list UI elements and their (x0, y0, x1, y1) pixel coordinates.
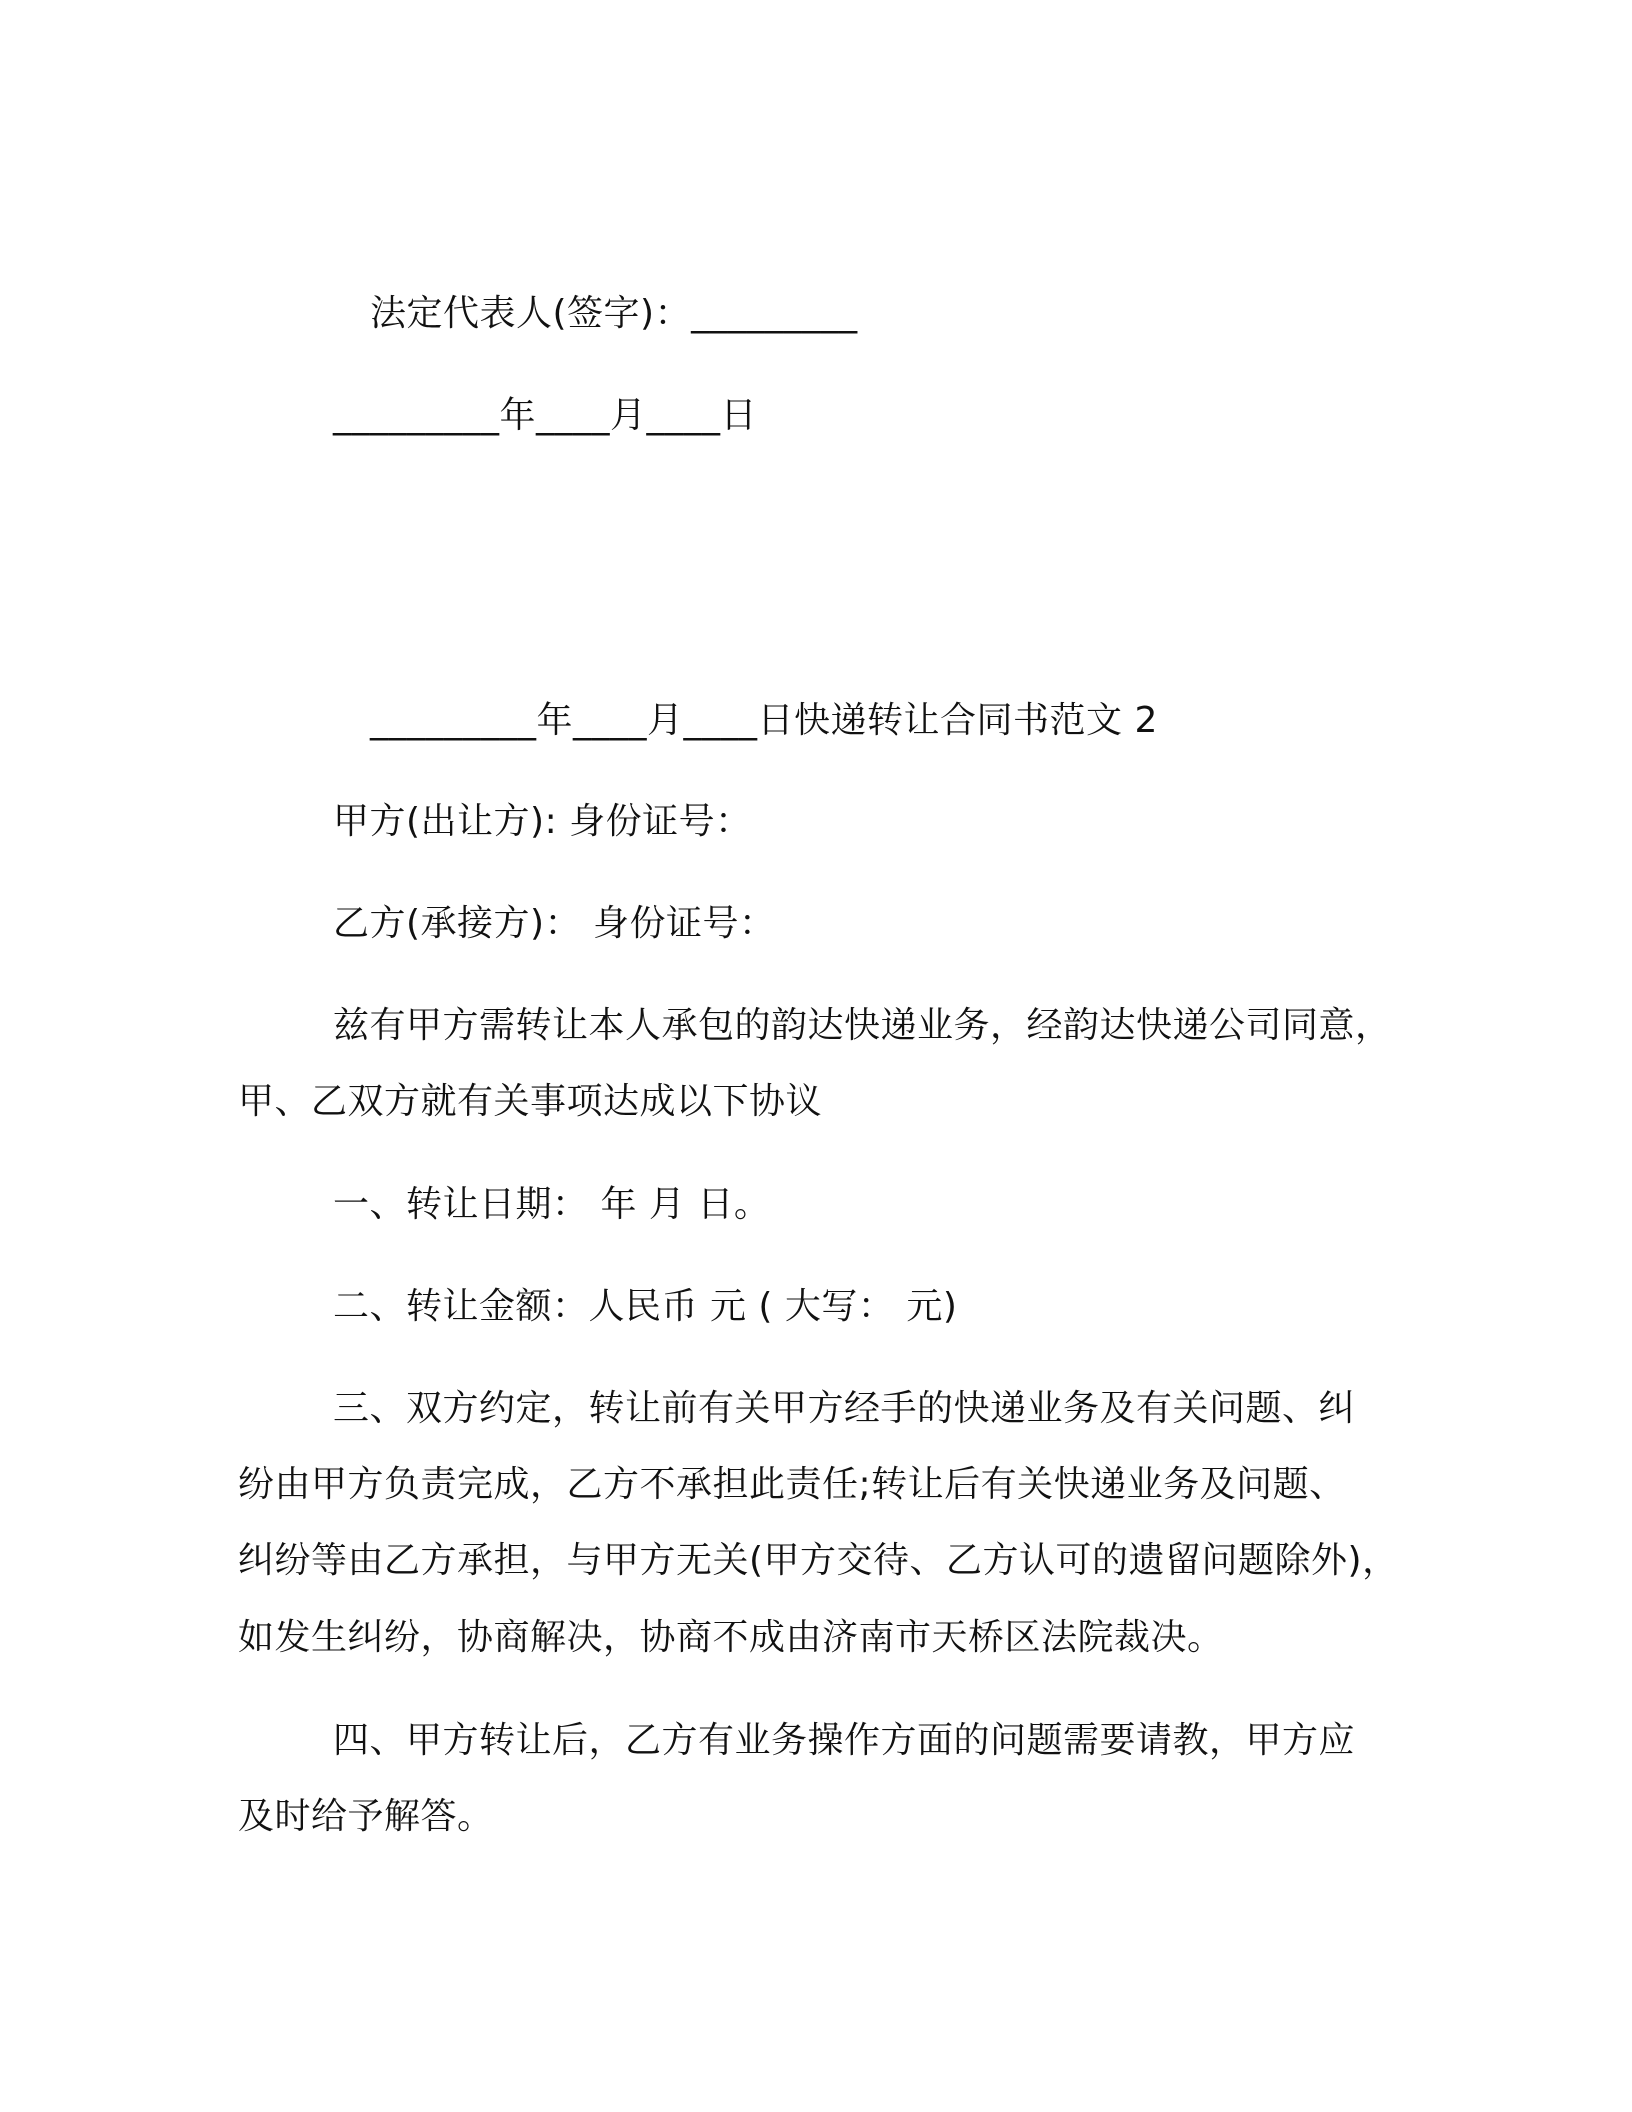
legal-representative-signature-line: 法定代表人(签字)：_________ (370, 293, 858, 334)
clause-3-line-2: 纷由甲方负责完成，乙方不承担此责任;转让后有关快递业务及问题、 (238, 1464, 1346, 1505)
clause-3-line-1: 三、双方约定，转让前有关甲方经手的快递业务及有关问题、纠 (333, 1388, 1356, 1429)
clause-4-line-2: 及时给予解答。 (238, 1796, 494, 1837)
clause-4-line-1: 四、甲方转让后，乙方有业务操作方面的问题需要请教，甲方应 (333, 1720, 1356, 1761)
clause-1-transfer-date: 一、转让日期： 年 月 日。 (333, 1184, 771, 1225)
intro-paragraph-line-2: 甲、乙双方就有关事项达成以下协议 (238, 1081, 823, 1122)
signature-date-line: _________年____月____日 (333, 395, 757, 436)
clause-3-line-3: 纠纷等由乙方承担，与甲方无关(甲方交待、乙方认可的遗留问题除外)， (238, 1540, 1399, 1581)
clause-2-transfer-amount: 二、转让金额：人民币 元 ( 大写： 元) (333, 1286, 958, 1327)
contract-title: _________年____月____日快递转让合同书范文 2 (370, 700, 1158, 741)
party-b-line: 乙方(承接方)： 身份证号： (333, 903, 776, 944)
clause-3-line-4: 如发生纠纷，协商解决，协商不成由济南市天桥区法院裁决。 (238, 1617, 1224, 1658)
intro-paragraph-line-1: 兹有甲方需转让本人承包的韵达快递业务，经韵达快递公司同意， (333, 1005, 1392, 1046)
party-a-line: 甲方(出让方): 身份证号： (333, 801, 752, 842)
